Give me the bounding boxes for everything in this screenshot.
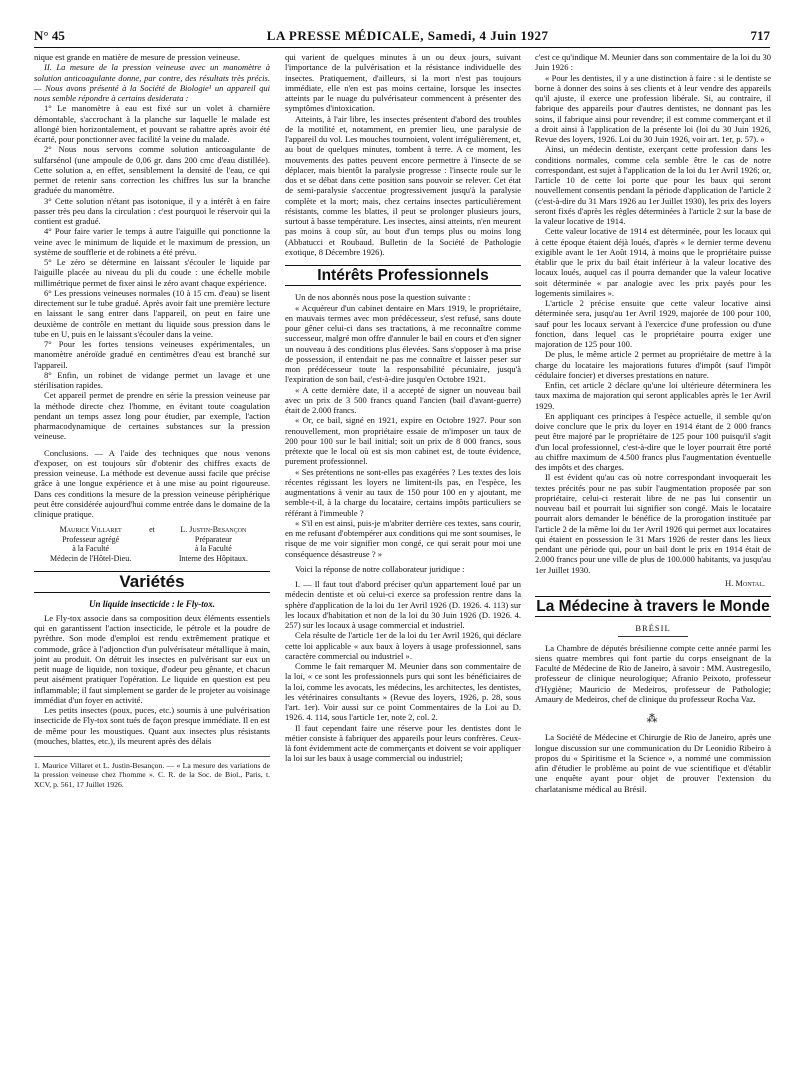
paragraph: 4° Pour faire varier le temps à autre l'aiguille qui ponctionne la veine avec le minimum de liquide et le maximum de pression, un système de soufflerie et de robinets a été prévu. xyxy=(34,226,270,257)
signature-right xyxy=(157,525,270,563)
paragraph: Le Fly-tox associe dans sa composition deux éléments essentiels qui en garantissent l'action insecticide, le pétrole et la poudre de pyrèthre. Son mode d'emploi est rendu extrêmement pratique et commode, grâce à l'adjonction d'un pulvérisateur métallique à main, joint au produit. On détruit les insectes en pulvérisant sur eux un petit nuage de liquide, non toxique, d'odeur peu gênante, et chacun peut aisément pratiquer l'opération. Le liquide en question est peu inflammable; il faut simplement se garder de le projeter au voisinage immédiat d'un foyer en activité. xyxy=(34,612,270,705)
article-subtitle: Un liquide insecticide : le Fly-tox. xyxy=(89,598,215,609)
paragraph: 3° Cette solution n'étant pas isotonique, il y a intérêt à en faire passer très peu dans la circulation : c'est pourquoi le réservoir qui la contient est gradué. xyxy=(34,195,270,226)
paragraph: qui varient de quelques minutes à un ou deux jours, suivant l'importance de la pulvérisation et la résistance individuelle des insectes. Pratiquement, d'ailleurs, si la mort n'est pas toujours immédiate, elle n'en est pas moins certaine, lorsque les insectes atteints par le nuage du pulvérisateur commencent à présenter des symptômes d'intoxication. xyxy=(285,52,521,114)
paragraph: « Ses prétentions ne sont-elles pas exagérées ? Les textes des lois récentes régissant les loyers ne limitent-ils pas, en l'espèce, les augmentations à venir au taux de 150 pour 100 en y ajoutant, me semble-t-il, à la charge du locataire, certains impôts particuliers se référant à l'immeuble ? xyxy=(285,466,521,518)
paragraph: Ainsi, un médecin dentiste, exerçant cette profession dans les conditions normales, comme cela semble être le cas de notre correspondant, est sujet à l'application de la loi du 1er Avril 1926; or, l'article 10 de cette loi porte que pour les baux qui seront nouvellement consentis pendant la période d'application de l'article 2 (c'est-à-dire du 31 Mars 1926 au 1er Juillet 1930), les prix des loyers seront fixés d'après les règles déterminées à l'article 2 sur la base de la valeur locative de 1914. xyxy=(535,144,771,226)
paragraph: « S'il en est ainsi, puis-je m'abriter derrière ces textes, sans courir, en me refusant d'obtempérer aux conditions qui me sont soumises, le risque de me voir signifier mon congé, ce qui serait pour moi une conséquence désastreuse ? » xyxy=(285,517,521,559)
paragraph: « Pour les dentistes, il y a une distinction à faire : si le dentiste se borne à donner des soins à ses clients et à leur vendre des appareils qu'il ajuste, il exerce une profession libérale. Si, au contraire, il fabrique des appareils pour d'autres dentistes, ne donnant pas les soins, il fabrique ainsi pour revendre; il est comme commerçant et il a droit ainsi à l'application de la présente loi (loi du 30 Juin 1926, Revue des loyers, 1926. Loi du 30 Juin 1926, voir art. 1er, p. 57). » xyxy=(535,72,771,144)
paragraph: La Société de Médecine et Chirurgie de Rio de Janeiro, après une longue discussion sur une communication du Dr Leonidio Ribeiro à propos du « Spiritisme et la Science », a nommé une commission afin d'étudier le problème au point de vue scientifique et d'établir une enquête ayant pour objet de prouver l'extension du charlatanisme médical au Brésil. xyxy=(535,732,771,794)
divider xyxy=(618,636,688,637)
author-title: Préparateur xyxy=(194,534,232,544)
paragraph: La Chambre de députés brésilienne compte cette année parmi les siens quatre membres qui font partie du corps enseignant de la Faculté de Médecine de Rio de Janeiro, à savoir : MM. Austregesilo, professeur de clinique neurologique; Afranio Peixoto, professeur d'Hygiène; Mauricio de Medeiros, professeur de Pathologie; Amaury de Medeiros, chef de clinique du professeur Rocha Vaz. xyxy=(535,642,771,704)
paragraph: Un de nos abonnés nous pose la question suivante : xyxy=(295,292,471,303)
author-signature: H. Montal. xyxy=(724,577,765,588)
signature-left xyxy=(34,525,147,563)
column-2 xyxy=(285,52,521,764)
author-name: Maurice Villaret xyxy=(59,525,122,535)
section-title-monde: La Médecine à travers le Monde xyxy=(535,596,771,617)
author-title: Interne des Hôpitaux. xyxy=(178,553,248,563)
paragraph: « Acquéreur d'un cabinet dentaire en Mars 1919, le propriétaire, en mauvais termes avec mon prédécesseur, s'est refusé, sans doute pour gêner celui-ci dans ses tractations, à me reconnaître comme successeur, malgré mon offre d'annuler le bail en cours et d'en signer un nouveau à des conditions plus élevées. Sans s'opposer à ma prise de possession, il entendait ne pas me connaître et laisser peser sur mon prédécesseur toute la responsabilité pécuniaire, jusqu'à l'expiration de son bail, c'est-à-dire jusqu'en Octobre 1921. xyxy=(285,302,521,385)
paragraph: II. La mesure de la pression veineuse avec un manomètre à solution anticoagulante donne, par contre, des résultats très précis. — Nous avons présenté à la Société de Biologie¹ un appareil qui nous semble répondre à certains desiderata : xyxy=(34,62,270,103)
author-title: Professeur agrégé xyxy=(62,534,120,544)
paragraph: De plus, le même article 2 permet au propriétaire de mettre à la charge du locataire les majorations futures d'impôt (sauf l'impôt cédulaire foncier) et diverses prestations en nature. xyxy=(535,349,771,380)
paragraph: Cela résulte de l'article 1er de la loi du 1er Avril 1926, qui déclare cette loi applicable « aux baux à loyers à usage professionnel, sans caractère commercial ou industriel ». xyxy=(285,630,521,661)
journal-title: LA PRESSE MÉDICALE, Samedi, 4 Juin 1927 xyxy=(266,28,549,43)
paragraph: Comme le fait remarquer M. Meunier dans son commentaire de la loi, « ce sont les professionnels purs qui sont les bénéficiaires de la loi, comme les avocats, les médecins, les architectes, les dentistes, les vétérinaires consultants » (Revue des loyers, 1926, p. 28, sous l'art. 1er). Voir aussi sur ce point Commentaires de la Loi au D. 1926. 4. 114, sous l'article 1er, note 2, col. 2. xyxy=(285,661,521,723)
paragraph: nique est grande en matière de mesure de pression veineuse. xyxy=(34,52,240,62)
paragraph: Conclusions. — A l'aide des techniques que nous venons d'exposer, on est toujours sûr d'obtenir des chiffres exacts de pression veineuse. La méthode est devenue aussi facile que précise grâce à une longue expérience et à une mise au point rigoureuse. Dans ces conditions la mesure de la pression veineuse périphérique peut être considérée aujourd'hui comme entrée dans le domaine de la clinique pratique. xyxy=(34,447,270,519)
paragraph: Voici la réponse de notre collaborateur juridique : xyxy=(295,563,465,574)
paragraph: Cet appareil permet de prendre en série la pression veineuse par la méthode directe chez l'homme, en évitant toute coagulation pendant un temps assez long pour étudier, par exemple, l'action pharmacodynamique de certaines substances sur la pression veineuse. xyxy=(34,390,270,442)
paragraph: Atteints, à l'air libre, les insectes présentent d'abord des troubles de la motilité et, notamment, en premier lieu, une paralysie de l'appareil du vol. Les mouches tournoient, volent irrégulièrement, et, au bout de quelques minutes, tombent à terre. A ce moment, les mouvements des pattes peuvent encore permettre à l'insecte de se déplacer, mais bientôt la paralysie progresse : l'insecte roule sur le dos et se débat dans cette position sans pouvoir se relever. Cet état de semi-paralysie s'accentue progressivement jusqu'à la paralysie complète et la mort; mais, chez certains insectes particulièrement résistants, comme les blattes, il peut se prolonger plusieurs jours, surtout à basse température. Les insectes, ainsi atteints, n'en meurent pas moins à coup sûr, au bout d'un temps plus ou moins long (Abbatucci et Roubaud. Bulletin de la Société de Pathologie exotique, 8 Décembre 1926). xyxy=(285,113,521,257)
country-heading: BRÉSIL xyxy=(635,623,671,634)
paragraph: Il faut cependant faire une réserve pour les dentistes dont le métier consiste à fabriquer des appareils pour leurs confrères. Ceux-là font évidemment acte de commerçants et doivent se voir appliquer la loi sur les baux à usage commercial ou industriel; xyxy=(285,722,521,764)
paragraph: Les petits insectes (poux, puces, etc.) soumis à une pulvérisation insecticide de Fly-tox sont tués de façon presque immédiate. Il en est de même pour les moustiques. Quant aux insectes plus résistants (mouches, blattes, etc.), ils meurent après des délais xyxy=(34,705,270,746)
author-title: Médecin de l'Hôtel-Dieu. xyxy=(50,553,132,563)
footnote: 1. Maurice Villaret et L. Justin-Besançon. — « La mesure des variations de la pression veineuse chez l'homme ». C. R. de la Soc. de Biol., Paris, t. XCV, p. 561, 17 Juillet 1926. xyxy=(34,756,270,789)
paragraph: 1° Le manomètre à eau est fixé sur un volet à charnière démontable, s'accrochant à la planche sur laquelle le malade est allongé bien horizontalement, et pouvant se rabattre après avoir été écarté, pour ponctionner avec facilité la veine du malade. xyxy=(34,103,270,144)
paragraph: 5° Le zéro se détermine en laissant s'écouler le liquide par l'aiguille placée au niveau du pli du coude : une échelle mobile millimétrique permet de fixer ainsi le zéro avant chaque expérience. xyxy=(34,257,270,288)
running-header xyxy=(34,18,770,48)
paragraph: Il est évident qu'au cas où notre correspondant invoquerait les textes précités pour ne pas subir l'augmentation proposée par son propriétaire, celui-ci resterait libre de ne pas lui consentir un nouveau bail et pourrait lui signifier son congé. Mais le locataire pourrait alors demander le bénéfice de la prorogation instituée par l'article 2 de la même loi du 1er Avril 1926 qui permet aux locataires qui étaient en possession le 31 Mars 1926 de rester dans les lieux pendant une période qui, pour un bail dont le prix en 1914 était de 2.000 francs pour une ville de plus de 100.000 habitants, va jusqu'au 1er Juillet 1930. xyxy=(535,472,771,575)
paragraph: « Or, ce bail, signé en 1921, expire en Octobre 1927. Pour son renouvellement, mon propriétaire essaie de m'imposer un taux de 200 pour 100 sur le bail initial; soit un prix de 8 000 francs, sous prétexte que le local où est sis mon cabinet est, de toute évidence, purement professionnel. xyxy=(285,415,521,467)
paragraph: En appliquant ces principes à l'espèce actuelle, il semble qu'on doive conclure que le prix du loyer en 1914 étant de 2 000 francs peut être majoré par le propriétaire de 125 pour 100 puisqu'il s'agit d'un local professionnel, c'est-à-dire que le loyer pourrait être porté au chiffre maximum de 4.500 francs plus l'augmentation éventuelle des impôts et des charges. xyxy=(535,410,771,472)
section-title-interets: Intérêts Professionnels xyxy=(285,265,521,286)
author-title: à la Faculté xyxy=(72,544,110,554)
paragraph: Enfin, cet article 2 déclare qu'une loi ultérieure déterminera les taux maxima de majoration qui seront applicables après le 1er Avril 1929. xyxy=(535,380,771,411)
author-title: à la Faculté xyxy=(194,544,232,554)
page-number: 717 xyxy=(750,28,770,43)
section-title-varietes: Variétés xyxy=(34,571,270,592)
paragraph: 6° Les pressions veineuses normales (10 à 15 cm. d'eau) se lisent directement sur le tube gradué. Après avoir fait une première lecture en laissant le sang entrer dans l'appareil, on peut en faire une deuxième de contrôle en mettant du liquide sous pression dans le tube en U, puis en le laissant s'écouler dans la veine. xyxy=(34,287,270,339)
issue-number: N° 45 xyxy=(34,28,65,43)
paragraph: I. — Il faut tout d'abord préciser qu'un appartement loué par un médecin dentiste et où celui-ci exerce sa profession rentre dans la sphère d'application de la loi du 1er Avril 1926 (D. 1926. 4. 113) sur les locaux d'habitation et non de la loi du 30 Juin 1926 (D. 1926. 4. 257) sur les locaux à usage commercial et industriel. xyxy=(285,579,521,630)
signature-conjunction: et xyxy=(149,525,155,535)
column-3 xyxy=(535,52,771,794)
author-name: L. Justin-Besançon xyxy=(180,525,247,535)
paragraph: 7° Pour les fortes tensions veineuses expérimentales, un manomètre anéroïde gradué en centimètres d'eau est branché sur l'appareil. xyxy=(34,339,270,370)
asterism: ⁂ xyxy=(646,713,660,725)
author-signatures xyxy=(34,525,270,563)
paragraph: L'article 2 précise ensuite que cette valeur locative ainsi déterminée sera, jusqu'au 1er Avril 1929, majorée de 100 pour 100, sauf pour les locaux servant à l'exercice d'une profession ou d'une fonction, dans lequel cas le propriétaire pourra exiger une majoration de 125 pour 100. xyxy=(535,298,771,349)
paragraph: 2° Nous nous servons comme solution anticoagulante de sulfarsénol (une ampoule de 0,06 gr. dans 200 cmc d'eau distillée). Cette solution a, en effet, sensiblement la densité de l'eau, ce qui permet de retenir sans correction les chiffres lus sur la branche graduée du manomètre. xyxy=(34,144,270,196)
paragraph: 8° Enfin, un robinet de vidange permet un lavage et une stérilisation rapides. xyxy=(34,369,270,390)
paragraph: c'est ce qu'indique M. Meunier dans son commentaire de la loi du 30 Juin 1926 : xyxy=(535,52,771,73)
paragraph: Cette valeur locative de 1914 est déterminée, pour les locaux qui à cette époque étaient déjà loués, d'après « le dernier terme devenu exigible avant le 1er Août 1914, à moins que le propriétaire puisse établir que le prix du bail était inférieur à la valeur locative des locaux loués, auquel cas il pourra demander que la valeur locative soit déterminée « par analogie avec les prix payés pour les logements similaires ». xyxy=(535,226,771,298)
paragraph: « A cette dernière date, il a accepté de signer un nouveau bail avec un prix de 3 500 francs quand l'ancien (bail d'avant-guerre) était de 2.000 francs. xyxy=(285,384,521,415)
column-1 xyxy=(34,52,270,789)
